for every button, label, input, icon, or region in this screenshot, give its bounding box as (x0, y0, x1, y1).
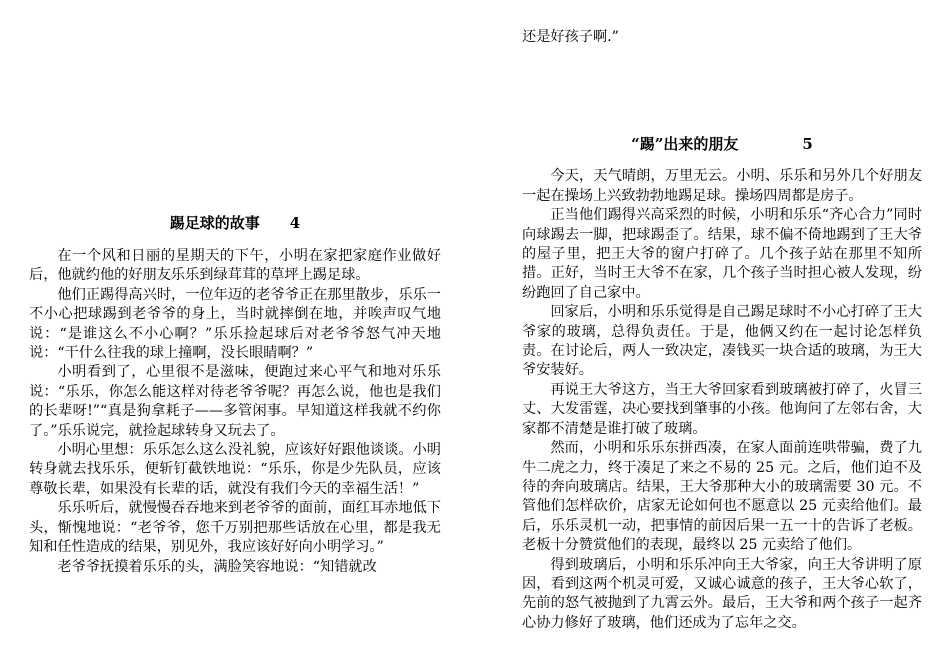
paragraph: 今天，天气晴朗，万里无云。小明、乐乐和另外几个好朋友一起在操场上兴致勃勃地踢足球。操场四周都是房子。 (522, 168, 922, 204)
paragraph: 再说王大爷这方，当王大爷回家看到玻璃被打碎了，火冒三丈、大发雷霆，决心要找到肇事的小孩。他询问了左邻右舍，大家都不清楚是谁打破了玻璃。 (522, 381, 922, 437)
page-number: 5 (802, 135, 813, 154)
story-title-text: “踢”出来的朋友 (631, 135, 739, 154)
continued-text: 还是好孩子啊.” (522, 29, 619, 45)
right-page-column (522, 28, 922, 633)
paragraph: 在一个风和日丽的星期天的下午，小明在家把家庭作业做好后，他就约他的好朋友乐乐到绿茸茸的草坪上踢足球。 (29, 248, 441, 284)
paragraph: 老爷爷抚摸着乐乐的头，满脸笑容地说：“知错就改 (57, 558, 377, 575)
paragraph: 回家后，小明和乐乐觉得是自己踢足球时不小心打碎了王大爷家的玻璃，总得负责任。于是，他俩又约在一起讨论怎样负责。在讨论后，两人一致决定，凑钱买一块合适的玻璃，为王大爷安装好。 (522, 304, 922, 379)
page-number: 4 (289, 214, 301, 232)
paragraph: 正当他们踢得兴高采烈的时候，小明和乐乐“齐心合力”同时向球踢去一脚，把球踢歪了。结果，球不偏不倚地踢到了王大爷的屋子里，把王大爷的窗户打碎了。几个孩子站在那里不知所措。正好，当时王大爷不在家，几个孩子当时担心被人发现，纷纷跑回了自己家中。 (522, 207, 922, 301)
story-title-left (29, 212, 441, 233)
story-body-left (29, 247, 441, 577)
paragraph: 乐乐听后，就慢慢吞吞地来到老爷爷的面前，面红耳赤地低下头，惭愧地说：“老爷爷，您千万别把那些话放在心里，都是我无知和任性造成的结果，别见外，我应该好好向小明学习。” (29, 500, 441, 556)
paragraph: 他们正踢得高兴时，一位年迈的老爷爷正在那里散步，乐乐一不小心把球踢到老爷爷的身上，当时就摔倒在地，并唉声叹气地说：“是谁这么不小心啊？”乐乐捡起球后对老爷爷怒气冲天地说：“干什么往我的球上撞啊，没长眼睛啊？” (29, 286, 441, 362)
story-title-text: 踢足球的故事 (169, 214, 260, 232)
paragraph: 得到玻璃后，小明和乐乐冲向王大爷家，向王大爷讲明了原因，看到这两个机灵可爱，又诚心诚意的孩子，王大爷心软了，先前的怒气被抛到了九霄云外。最后，王大爷和两个孩子一起齐心协力修好了玻璃，他们还成为了忘年之交。 (522, 556, 922, 631)
paragraph: 小明看到了，心里很不是滋味，便跑过来心平气和地对乐乐说：“乐乐，你怎么能这样对待老爷爷呢？再怎么说，他也是我们的长辈呀!”“真是狗拿耗子——多管闲事。早知道这样我就不约你了。”乐乐说完，就捡起球转身又玩去了。 (29, 364, 441, 439)
paragraph: 然而，小明和乐乐东拼西凑，在家人面前连哄带骗，费了九牛二虎之力，终于凑足了来之不易的 25 元。之后，他们迫不及待的奔向玻璃店。结果，王大爷那种大小的玻璃需要 30 元。不管他们怎样砍价，店家无论如何也不愿意以 25 元卖给他们。最后，乐乐灵机一动，把事情的前因后果一五一十的告诉了老板。老板十分赞赏他们的表现，最终以 25 元卖给了他们。 (522, 440, 922, 554)
story-body-right (522, 167, 922, 633)
paragraph: 小明心里想：乐乐怎么这么没礼貌，应该好好跟他谈谈。小明转身就去找乐乐，便斩钉截铁地说：“乐乐，你是少先队员，应该尊敬长辈，如果没有长辈的话，就没有我们今天的幸福生活！” (29, 442, 441, 497)
story-title-right (522, 133, 922, 154)
left-page-column (29, 212, 441, 577)
